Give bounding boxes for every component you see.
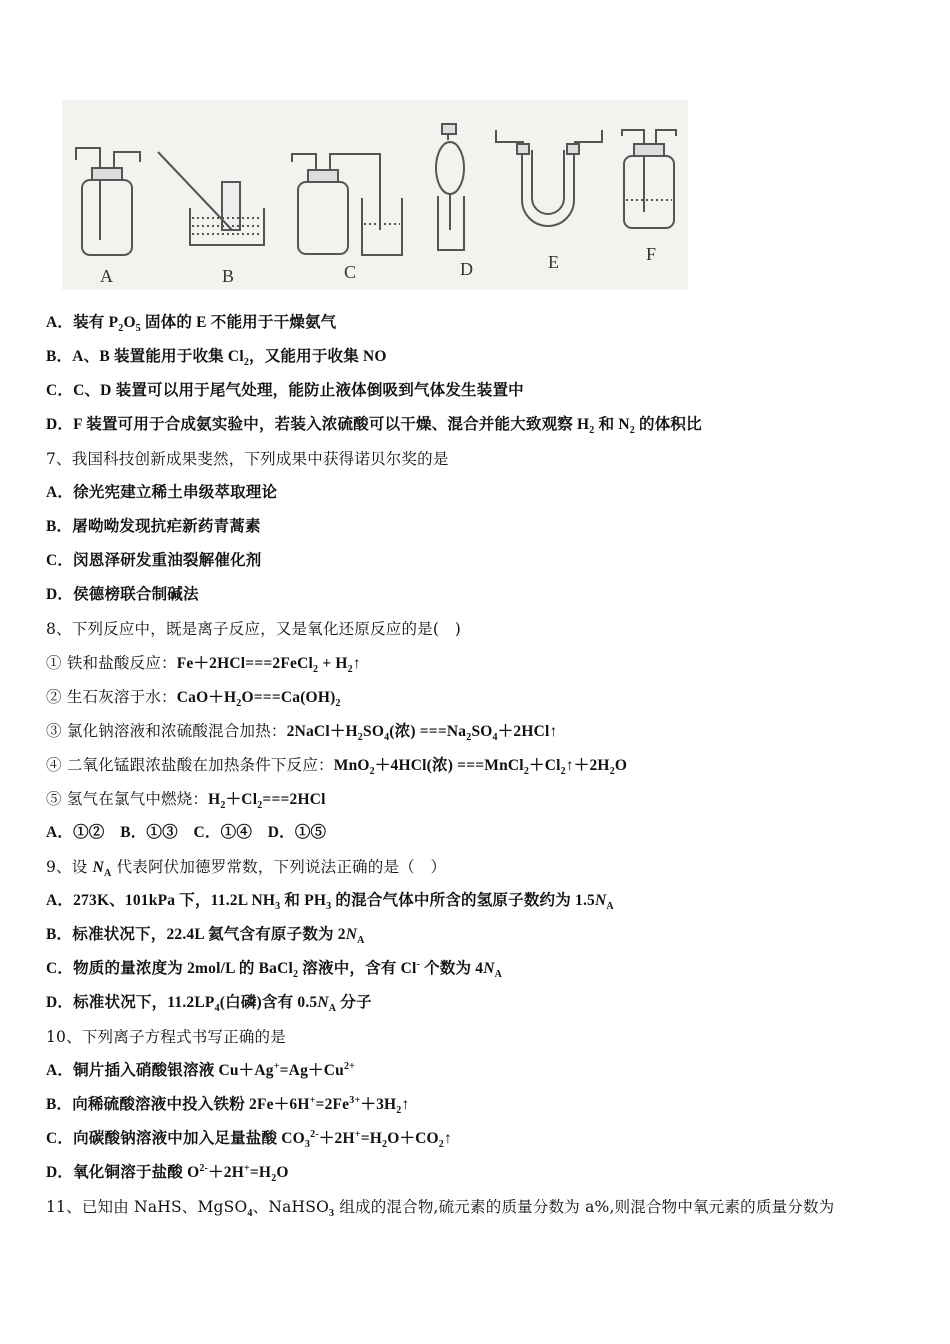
q8-reaction-4: ④ 二氧化锰跟浓盐酸在加热条件下反应：MnO$_2$＋4HCl(浓) $===MnCl_2+Cl_2↑+2H_2O$ bbox=[46, 756, 628, 778]
q7-stem: 7、我国科技创新成果斐然，下列成果中获得诺贝尔奖的是 bbox=[46, 450, 449, 468]
q6-option-d: D．F 装置可用于合成氨实验中，若装入浓硫酸可以干燥、混合并能大致观察 $H_2$ 和 $N_2$ 的体积比 bbox=[46, 416, 702, 437]
q6-option-c: C．C、D 装置可以用于尾气处理，能防止液体倒吸到气体发生装置中 bbox=[46, 382, 524, 399]
q9-option-b: B．标准状况下，22.4L 氦气含有原子数为 $2N_A$ bbox=[46, 926, 365, 947]
label-a: A bbox=[100, 266, 113, 286]
label-b: B bbox=[222, 266, 235, 286]
q8-reaction-2: ② 生石灰溶于水：$CaO+H_2O===Ca(OH)_2$ bbox=[46, 688, 341, 710]
q6-option-b: B．A、B 装置能用于收集 $Cl_2$，又能用于收集 NO bbox=[46, 348, 387, 369]
q8-stem: 8、下列反应中，既是离子反应，又是氧化还原反应的是( ) bbox=[46, 620, 462, 638]
label-d: D bbox=[460, 259, 473, 279]
q11-stem: 11、已知由 NaHS、MgSO$_4$、NaHSO$_3$ 组成的混合物,硫元素的质量分数为 a%,则混合物中氧元素的质量分数为 bbox=[46, 1198, 835, 1220]
q7-option-c: C．闵恩泽研发重油裂解催化剂 bbox=[46, 552, 262, 569]
label-f: F bbox=[646, 244, 657, 264]
q9-option-d: D．标准状况下，$11.2LP_4$(白磷)含有 $0.5N_A$ 分子 bbox=[46, 994, 372, 1015]
q8-reaction-3: ③ 氯化钠溶液和浓硫酸混合加热：$2NaCl+H_2SO_4$(浓) $===Na_2SO_4+2HCl↑$ bbox=[46, 722, 558, 744]
q6-option-a: A．装有 $P_2O_5$ 固体的 E 不能用于干燥氨气 bbox=[46, 314, 337, 335]
q8-options: A．①② B．①③ C．①④ D．①⑤ bbox=[46, 824, 327, 841]
q10-option-a: A．铜片插入硝酸银溶液 $Cu+Ag^+=Ag+Cu^{2+}$ bbox=[46, 1060, 356, 1079]
apparatus-d bbox=[436, 124, 473, 279]
q10-stem: 10、下列离子方程式书写正确的是 bbox=[46, 1028, 286, 1046]
apparatus-c bbox=[292, 154, 402, 282]
q8-reaction-1: ① 铁和盐酸反应：Fe＋2HCl===2FeCl$_2$ + $H_2↑$ bbox=[46, 654, 361, 676]
q7-option-a: A．徐光宪建立稀土串级萃取理论 bbox=[46, 484, 278, 501]
q9-stem: 9、设 $N_A$ 代表阿伏加德罗常数，下列说法正确的是（ ） bbox=[46, 858, 447, 880]
q9-option-c: C．物质的量浓度为 2mol/L 的 BaCl$_2$ 溶液中，含有 Cl- 个数为 $4N_A$ bbox=[46, 958, 503, 981]
q7-option-d: D．侯德榜联合制碱法 bbox=[46, 586, 199, 603]
label-c: C bbox=[344, 262, 357, 282]
label-e: E bbox=[548, 252, 559, 272]
q10-option-b: B．向稀硫酸溶液中投入铁粉 $2Fe+6H^+=2Fe^{3+}+3H_2↑$ bbox=[46, 1094, 410, 1117]
apparatus-figure bbox=[62, 100, 688, 290]
apparatus-a bbox=[76, 148, 140, 286]
apparatus-f bbox=[622, 130, 676, 264]
q9-option-a: A．273K、101kPa 下，11.2L $NH_3$ 和 $PH_3$ 的混合气体中所含的氢原子数约为 $1.5N_A$ bbox=[46, 892, 614, 913]
q10-option-d: D．氧化铜溶于盐酸 $O^{2-}+2H^+=H_2O$ bbox=[46, 1162, 289, 1185]
apparatus-e bbox=[496, 130, 602, 272]
q8-reaction-5: ⑤ 氢气在氯气中燃烧：$H_2+Cl_2===2HCl$ bbox=[46, 790, 326, 812]
q7-option-b: B．屠呦呦发现抗疟新药青蒿素 bbox=[46, 518, 261, 535]
apparatus-b bbox=[158, 152, 264, 286]
q10-option-c: C．向碳酸钠溶液中加入足量盐酸 $CO_3^{2-}+2H^+=H_2O+CO_2↑$ bbox=[46, 1128, 452, 1151]
question-text bbox=[46, 306, 926, 1224]
